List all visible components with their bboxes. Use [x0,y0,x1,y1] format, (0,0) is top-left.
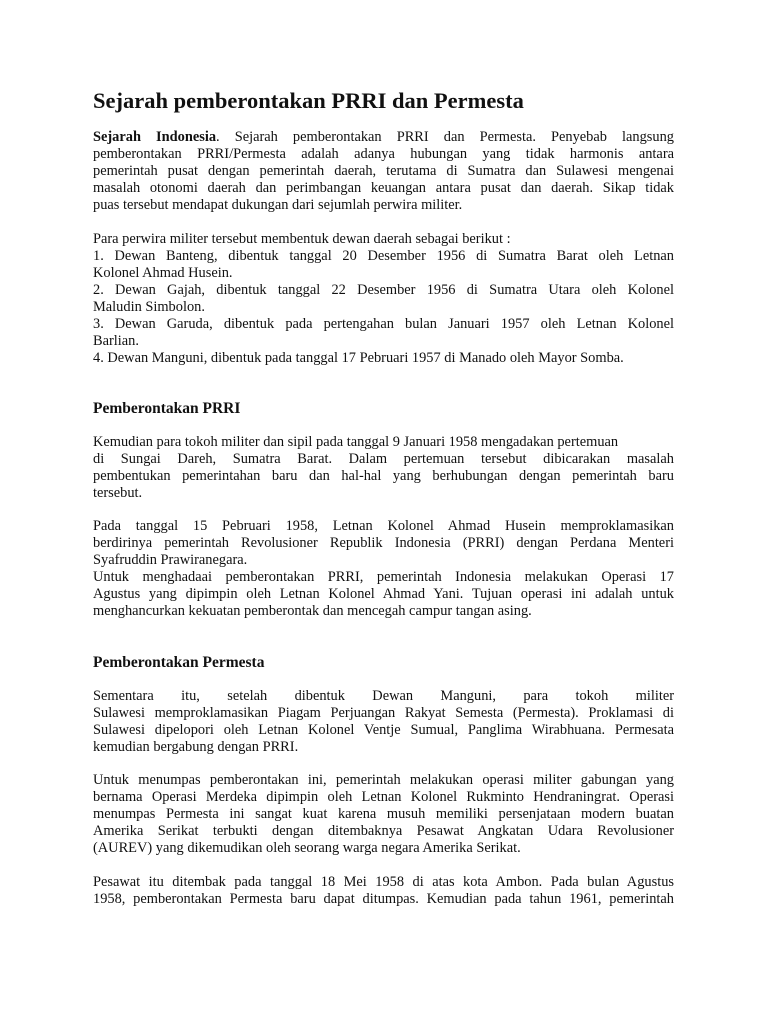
permesta-line: (AUREV) yang dikemudikan oleh seorang warga negara Amerika Serikat. [93,840,521,856]
prri-line: menghancurkan kekuatan pemberontak dan mencegah campur tangan asing. [93,603,532,619]
document-title: Sejarah pemberontakan PRRI dan Permesta [93,88,524,113]
permesta-paragraph-3 [93,874,674,908]
section-heading-prri: Pemberontakan PRRI [93,400,241,417]
council-line: Maludin Simbolon. [93,299,205,315]
prri-line: Untuk menghadaai pemberontakan PRRI, pemerintah Indonesia melakukan Operasi 17 [93,569,674,585]
intro-line: pemberontakan PRRI/Permesta adalah adanya hubungan yang tidak harmonis antara [93,146,674,162]
permesta-line: Sementara itu, setelah dibentuk Dewan Manguni, para tokoh militer [93,688,674,704]
permesta-line: bernama Operasi Merdeka dipimpin oleh Letnan Kolonel Rukminto Hendraningrat. Operasi [93,789,674,805]
prri-paragraph-1 [93,434,674,502]
intro-line: masalah otonomi daerah dan perimbangan keuangan antara pusat dan daerah. Sikap tidak [93,180,674,196]
council-line: 3. Dewan Garuda, dibentuk pada pertengahan bulan Januari 1957 oleh Letnan Kolonel [93,316,674,332]
council-line: 1. Dewan Banteng, dibentuk tanggal 20 Desember 1956 di Sumatra Barat oleh Letnan [93,248,674,264]
prri-line: Pada tanggal 15 Pebruari 1958, Letnan Kolonel Ahmad Husein memproklamasikan [93,518,674,534]
councils-intro: Para perwira militer tersebut membentuk dewan daerah sebagai berikut : [93,231,511,247]
permesta-paragraph-1 [93,688,674,756]
prri-line: Kemudian para tokoh militer dan sipil pada tanggal 9 Januari 1958 mengadakan pertemuan [93,434,619,450]
permesta-line: Untuk menumpas pemberontakan ini, pemerintah melakukan operasi militer gabungan yang [93,772,674,788]
intro-line: pemerintah pusat dengan pemerintah daerah, terutama di Sumatra dan Sulawesi mengenai [93,163,674,179]
permesta-line: Amerika Serikat terbukti dengan ditembaknya Pesawat Angkatan Udara Revolusioner [93,823,674,839]
prri-line: tersebut. [93,485,143,501]
permesta-line: menumpas Permesta ini sangat kuat karena musuh memiliki persenjataan modern buatan [93,806,674,822]
section-heading-permesta: Pemberontakan Permesta [93,654,265,671]
council-line: 4. Dewan Manguni, dibentuk pada tanggal 17 Pebruari 1957 di Manado oleh Mayor Somba. [93,350,624,366]
intro-paragraph [93,129,674,214]
prri-line: Agustus yang dipimpin oleh Letnan Kolonel Ahmad Yani. Tujuan operasi ini adalah untuk [93,586,674,602]
council-line: Barlian. [93,333,139,349]
permesta-paragraph-2 [93,772,674,857]
prri-line: berdirinya pemerintah Revolusioner Republik Indonesia (PRRI) dengan Perdana Menteri [93,535,674,551]
prri-paragraph-2 [93,518,674,620]
prri-line: di Sungai Dareh, Sumatra Barat. Dalam pertemuan tersebut dibicarakan masalah [93,451,674,467]
permesta-line: kemudian bergabung dengan PRRI. [93,739,299,755]
councils-list [93,231,674,367]
permesta-line: Pesawat itu ditembak pada tanggal 18 Mei 1958 di atas kota Ambon. Pada bulan Agustus [93,874,674,890]
intro-line-1 [93,129,674,146]
prri-line: pembentukan pemerintahan baru dan hal-hal yang berhubungan dengan pemerintah baru [93,468,674,484]
permesta-line: 1958, pemberontakan Permesta baru dapat ditumpas. Kemudian pada tahun 1961, pemerintah [93,891,674,907]
permesta-line: Sulawesi memproklamasikan Piagam Perjuangan Rakyat Semesta (Permesta). Proklamasi di [93,705,674,721]
intro-line: puas tersebut mendapat dukungan dari sejumlah perwira militer. [93,197,463,213]
council-line: 2. Dewan Gajah, dibentuk tanggal 22 Desember 1956 di Sumatra Utara oleh Kolonel [93,282,674,298]
intro-line-1-rest: . Sejarah pemberontakan PRRI dan Permesta. Penyebab langsung [216,129,674,145]
permesta-line: Sulawesi dipelopori oleh Letnan Kolonel Ventje Sumual, Panglima Wirabhuana. Permesata [93,722,674,738]
intro-lead-bold: Sejarah Indonesia [93,129,217,145]
prri-line: Syafruddin Prawiranegara. [93,552,248,568]
council-line: Kolonel Ahmad Husein. [93,265,233,281]
